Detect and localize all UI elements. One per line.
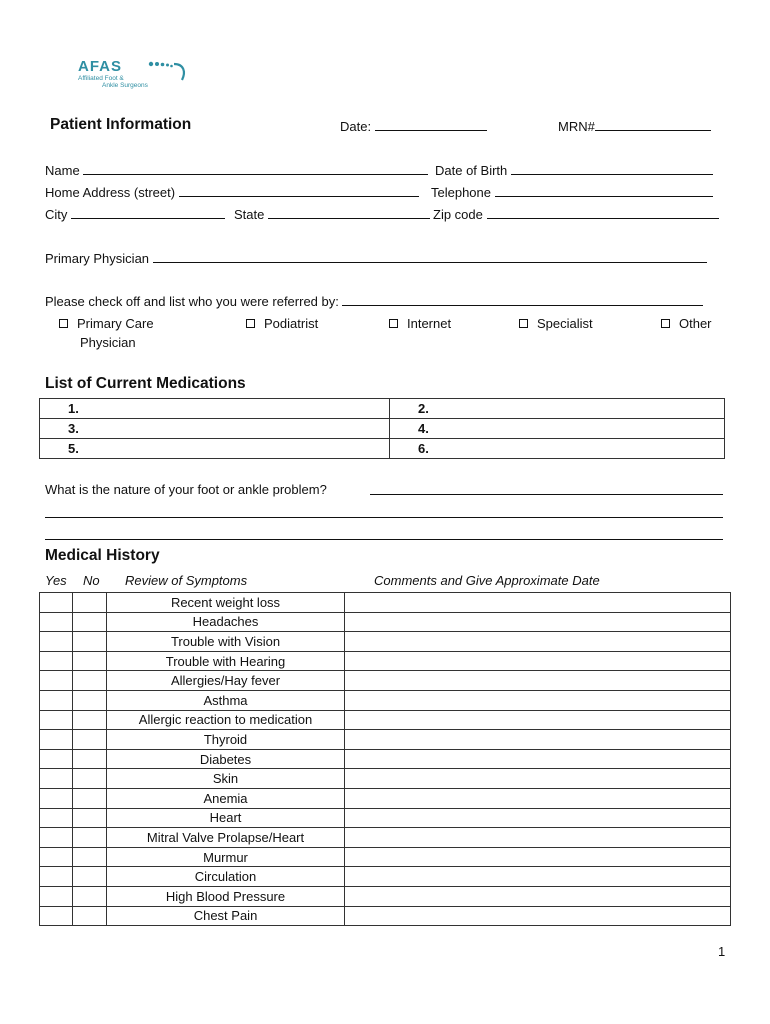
- symptom-cell: Allergies/Hay fever: [107, 671, 345, 691]
- table-row: [40, 439, 725, 459]
- no-cell[interactable]: [73, 769, 107, 789]
- state-line[interactable]: [268, 207, 430, 219]
- yes-cell[interactable]: [40, 749, 73, 769]
- no-cell[interactable]: [73, 593, 107, 613]
- symptom-cell: Skin: [107, 769, 345, 789]
- referral-option-internet[interactable]: [389, 316, 451, 331]
- referral-label: Please check off and list who you were referred by:: [45, 294, 339, 309]
- mrn-line[interactable]: [595, 119, 711, 131]
- checkbox-icon[interactable]: [389, 319, 398, 328]
- yes-cell[interactable]: [40, 828, 73, 848]
- medication-cell[interactable]: 2.: [390, 399, 725, 419]
- medications-title: List of Current Medications: [45, 375, 246, 392]
- yes-cell[interactable]: [40, 632, 73, 652]
- medical-history-table: [39, 592, 731, 926]
- yes-cell[interactable]: [40, 769, 73, 789]
- yes-cell[interactable]: [40, 847, 73, 867]
- referral-option-label: Specialist: [537, 316, 593, 331]
- no-cell[interactable]: [73, 788, 107, 808]
- symptom-cell: Asthma: [107, 690, 345, 710]
- no-cell[interactable]: [73, 867, 107, 887]
- col-comments: Comments and Give Approximate Date: [374, 573, 600, 588]
- symptom-cell: Recent weight loss: [107, 593, 345, 613]
- table-row: [40, 419, 725, 439]
- dob-line[interactable]: [511, 163, 713, 175]
- table-row: [40, 769, 731, 789]
- table-row: [40, 867, 731, 887]
- date-field[interactable]: [340, 119, 487, 134]
- problem-line[interactable]: [45, 527, 723, 540]
- comments-cell[interactable]: [345, 651, 731, 671]
- symptom-cell: Trouble with Vision: [107, 632, 345, 652]
- yes-cell[interactable]: [40, 671, 73, 691]
- name-field[interactable]: [45, 163, 428, 178]
- comments-cell[interactable]: [345, 632, 731, 652]
- table-row: [40, 399, 725, 419]
- comments-cell[interactable]: [345, 710, 731, 730]
- table-row: [40, 651, 731, 671]
- symptom-cell: Circulation: [107, 867, 345, 887]
- telephone-line[interactable]: [495, 185, 713, 197]
- yes-cell[interactable]: [40, 710, 73, 730]
- comments-cell[interactable]: [345, 730, 731, 750]
- no-cell[interactable]: [73, 828, 107, 848]
- symptom-cell: High Blood Pressure: [107, 886, 345, 906]
- state-label: State: [234, 207, 265, 222]
- logo-dots-icon: [148, 60, 188, 82]
- referral-field[interactable]: [45, 294, 703, 309]
- medication-cell[interactable]: 5.: [40, 439, 390, 459]
- symptom-cell: Trouble with Hearing: [107, 651, 345, 671]
- symptom-cell: Mitral Valve Prolapse/Heart: [107, 828, 345, 848]
- medical-history-title: Medical History: [45, 547, 160, 564]
- logo-line1: Affiliated Foot &: [78, 75, 124, 82]
- table-row: [40, 788, 731, 808]
- table-row: [40, 847, 731, 867]
- table-row: [40, 593, 731, 613]
- telephone-field[interactable]: [431, 185, 713, 200]
- table-row: [40, 690, 731, 710]
- no-cell[interactable]: [73, 671, 107, 691]
- comments-cell[interactable]: [345, 886, 731, 906]
- medications-table: [39, 398, 725, 459]
- checkbox-icon[interactable]: [661, 319, 670, 328]
- table-row: [40, 906, 731, 926]
- no-cell[interactable]: [73, 612, 107, 632]
- date-line[interactable]: [375, 119, 487, 131]
- yes-cell[interactable]: [40, 886, 73, 906]
- state-field[interactable]: [234, 207, 430, 222]
- no-cell[interactable]: [73, 690, 107, 710]
- physician-line[interactable]: [153, 251, 707, 263]
- no-cell[interactable]: [73, 632, 107, 652]
- table-row: [40, 749, 731, 769]
- address-field[interactable]: [45, 185, 419, 200]
- name-line[interactable]: [83, 163, 428, 175]
- checkbox-icon[interactable]: [519, 319, 528, 328]
- comments-cell[interactable]: [345, 808, 731, 828]
- city-line[interactable]: [71, 207, 225, 219]
- city-label: City: [45, 207, 68, 222]
- logo-line2: Ankle Surgeons: [102, 82, 148, 89]
- table-row: [40, 612, 731, 632]
- referral-option-other[interactable]: [661, 316, 712, 331]
- mrn-label: MRN#: [558, 119, 595, 134]
- comments-cell[interactable]: [345, 749, 731, 769]
- col-no: No: [83, 573, 100, 588]
- no-cell[interactable]: [73, 749, 107, 769]
- col-review: Review of Symptoms: [125, 573, 248, 588]
- symptom-cell: Thyroid: [107, 730, 345, 750]
- afas-logo: [78, 58, 188, 92]
- symptom-cell: Allergic reaction to medication: [107, 710, 345, 730]
- referral-option-label-line2: Physician: [80, 335, 136, 350]
- no-cell[interactable]: [73, 710, 107, 730]
- zip-label: Zip code: [433, 207, 483, 222]
- symptom-cell: Murmur: [107, 847, 345, 867]
- table-row: [40, 730, 731, 750]
- table-row: [40, 886, 731, 906]
- no-cell[interactable]: [73, 808, 107, 828]
- problem-line[interactable]: [370, 482, 723, 495]
- yes-cell[interactable]: [40, 593, 73, 613]
- referral-option-label: Primary Care: [77, 316, 154, 331]
- comments-cell[interactable]: [345, 769, 731, 789]
- yes-cell[interactable]: [40, 808, 73, 828]
- referral-option-specialist[interactable]: [519, 316, 593, 331]
- medication-cell[interactable]: 4.: [390, 419, 725, 439]
- comments-cell[interactable]: [345, 867, 731, 887]
- referral-option-podiatrist[interactable]: [246, 316, 318, 331]
- col-yes: Yes: [45, 573, 67, 588]
- no-cell[interactable]: [73, 651, 107, 671]
- comments-cell[interactable]: [345, 788, 731, 808]
- page-number: 1: [718, 944, 726, 959]
- symptom-cell: Heart: [107, 808, 345, 828]
- medication-cell[interactable]: 3.: [40, 419, 390, 439]
- comments-cell[interactable]: [345, 828, 731, 848]
- zip-field[interactable]: [433, 207, 719, 222]
- mrn-field[interactable]: [558, 119, 711, 134]
- table-row: [40, 671, 731, 691]
- dob-field[interactable]: [435, 163, 713, 178]
- table-row: [40, 710, 731, 730]
- comments-cell[interactable]: [345, 671, 731, 691]
- date-label: Date:: [340, 119, 372, 134]
- yes-cell[interactable]: [40, 730, 73, 750]
- comments-cell[interactable]: [345, 612, 731, 632]
- no-cell[interactable]: [73, 886, 107, 906]
- symptom-cell: Headaches: [107, 612, 345, 632]
- referral-option-primary-care[interactable]: [59, 316, 154, 331]
- comments-cell[interactable]: [345, 847, 731, 867]
- no-cell[interactable]: [73, 906, 107, 926]
- zip-line[interactable]: [487, 207, 719, 219]
- problem-question: What is the nature of your foot or ankle problem?: [45, 482, 327, 497]
- problem-line[interactable]: [45, 505, 723, 518]
- comments-cell[interactable]: [345, 690, 731, 710]
- dob-label: Date of Birth: [435, 163, 508, 178]
- table-row: [40, 808, 731, 828]
- physician-field[interactable]: [45, 251, 707, 266]
- table-row: [40, 828, 731, 848]
- yes-cell[interactable]: [40, 690, 73, 710]
- symptom-cell: Chest Pain: [107, 906, 345, 926]
- comments-cell[interactable]: [345, 593, 731, 613]
- no-cell[interactable]: [73, 847, 107, 867]
- referral-line[interactable]: [342, 294, 703, 306]
- checkbox-icon[interactable]: [246, 319, 255, 328]
- address-label: Home Address (street): [45, 185, 176, 200]
- yes-cell[interactable]: [40, 651, 73, 671]
- name-label: Name: [45, 163, 80, 178]
- telephone-label: Telephone: [431, 185, 491, 200]
- yes-cell[interactable]: [40, 788, 73, 808]
- page-title: Patient Information: [50, 116, 192, 133]
- logo-main-text: AFAS: [78, 58, 123, 75]
- yes-cell[interactable]: [40, 867, 73, 887]
- symptom-cell: Diabetes: [107, 749, 345, 769]
- city-field[interactable]: [45, 207, 225, 222]
- referral-option-label: Other: [679, 316, 712, 331]
- medication-cell[interactable]: 1.: [40, 399, 390, 419]
- no-cell[interactable]: [73, 730, 107, 750]
- symptom-cell: Anemia: [107, 788, 345, 808]
- address-line[interactable]: [179, 185, 419, 197]
- checkbox-icon[interactable]: [59, 319, 68, 328]
- referral-option-label: Podiatrist: [264, 316, 319, 331]
- yes-cell[interactable]: [40, 906, 73, 926]
- table-row: [40, 632, 731, 652]
- yes-cell[interactable]: [40, 612, 73, 632]
- physician-label: Primary Physician: [45, 251, 150, 266]
- medication-cell[interactable]: 6.: [390, 439, 725, 459]
- comments-cell[interactable]: [345, 906, 731, 926]
- referral-option-label: Internet: [407, 316, 452, 331]
